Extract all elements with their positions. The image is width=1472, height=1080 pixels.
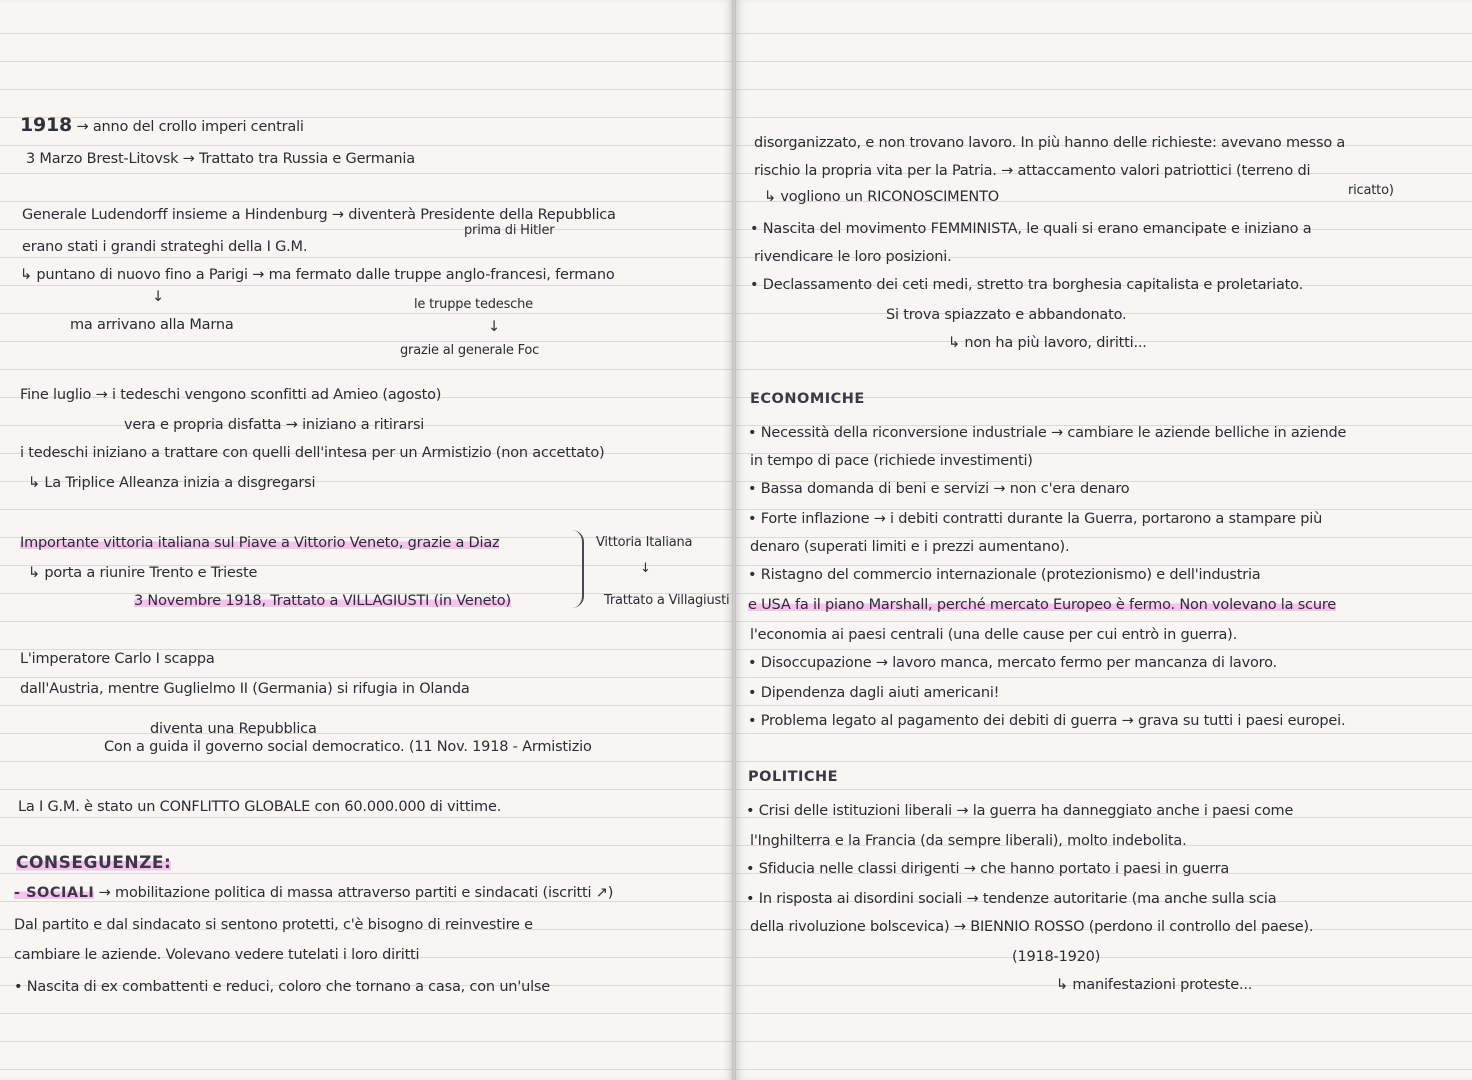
note-line: grazie al generale Foc [400,343,540,358]
note-line: • Problema legato al pagamento dei debiti di guerra → grava su tutti i paesi europei. [748,713,1346,729]
side-note: Vittoria Italiana [596,535,693,550]
note-line: l'Inghilterra e la Francia (da sempre liberali), molto indebolita. [750,833,1187,849]
note-line [20,116,304,136]
note-line: ↳ puntano di nuovo fino a Parigi → ma fermato dalle truppe anglo-francesi, fermano [20,267,615,283]
section-heading: POLITICHE [748,769,839,785]
note-text: → anno del crollo imperi centrali [76,119,304,135]
note-line: ↳ manifestazioni proteste... [1056,977,1253,993]
note-line: • Nascita di ex combattenti e reduci, coloro che tornano a casa, con un'ulse [14,979,550,995]
note-line: Generale Ludendorff insieme a Hindenburg → diventerà Presidente della Repubblica [22,207,616,223]
note-line: ma arrivano alla Marna [70,317,234,333]
note-line: L'imperatore Carlo I scappa [20,651,215,667]
note-line: ↳ La Triplice Alleanza inizia a disgregarsi [28,475,316,491]
note-line: ↳ vogliono un RICONOSCIMENTO [764,189,999,205]
arrow-down-icon: ↓ [640,561,651,576]
note-line: dall'Austria, mentre Guglielmo II (Germania) si rifugia in Olanda [20,681,470,697]
note-line: • Dipendenza dagli aiuti americani! [748,685,1000,701]
note-line: 3 Marzo Brest-Litovsk → Trattato tra Russia e Germania [26,151,415,167]
note-annotation: ricatto) [1348,183,1394,198]
note-line: • Nascita del movimento FEMMINISTA, le quali si erano emancipate e iniziano a [750,221,1312,237]
note-line: Con a guida il governo social democratico. (11 Nov. 1918 - Armistizio [104,739,592,755]
note-line: ↳ porta a riunire Trento e Trieste [28,565,258,581]
section-heading: CONSEGUENZE: [16,853,172,873]
highlighted-text: 3 Novembre 1918, Trattato a VILLAGIUSTI (in Veneto) [134,593,511,609]
note-line: della rivoluzione bolscevica) → BIENNIO ROSSO (perdono il controllo del paese). [750,919,1314,935]
right-page [736,0,1472,1080]
arrow-down-icon: ↓ [152,289,164,305]
note-line: • Forte inflazione → i debiti contratti durante la Guerra, portarono a stampare più [748,511,1323,527]
highlighted-text: Importante vittoria italiana sul Piave a Vittorio Veneto, grazie a Diaz [20,535,500,551]
note-line: • Crisi delle istituzioni liberali → la guerra ha danneggiato anche i paesi come [746,803,1294,819]
note-line: • Disoccupazione → lavoro manca, mercato fermo per mancanza di lavoro. [748,655,1277,671]
brace-icon [572,530,584,608]
note-line [14,884,613,902]
note-line: Si trova spiazzato e abbandonato. [886,307,1127,323]
section-heading: ECONOMICHE [750,391,865,407]
note-line: rivendicare le loro posizioni. [754,249,952,265]
note-line: in tempo di pace (richiede investimenti) [750,453,1033,469]
note-line: i tedeschi iniziano a trattare con quelli dell'intesa per un Armistizio (non accettato) [20,445,605,461]
note-line: le truppe tedesche [414,297,533,312]
note-line: rischio la propria vita per la Patria. → attaccamento valori patriottici (terreno di [754,163,1311,179]
note-line: • Ristagno del commercio internazionale (protezionismo) e dell'industria [748,567,1261,583]
note-line: La I G.M. è stato un CONFLITTO GLOBALE con 60.000.000 di vittime. [18,799,502,815]
note-line: cambiare le aziende. Volevano vedere tutelati i loro diritti [14,947,420,963]
note-text: → mobilitazione politica di massa attraverso partiti e sindacati (iscritti ↗) [98,885,614,901]
note-line [748,596,1336,614]
note-line: l'economia ai paesi centrali (una delle cause per cui entrò in guerra). [750,627,1238,643]
left-page [0,0,732,1080]
section-heading: - SOCIALI [14,885,95,901]
note-line: erano stati i grandi strateghi della I G.M. [22,239,308,255]
note-annotation: prima di Hitler [464,223,555,238]
note-line: • Bassa domanda di beni e servizi → non c'era denaro [748,481,1130,497]
note-line: disorganizzato, e non trovano lavoro. In più hanno delle richieste: avevano messo a [754,135,1346,151]
note-line: • In risposta ai disordini sociali → tendenze autoritarie (ma anche sulla scia [746,891,1277,907]
arrow-down-icon: ↓ [488,319,500,335]
note-line: ↳ non ha più lavoro, diritti... [948,335,1147,351]
note-line: vera e propria disfatta → iniziano a ritirarsi [124,417,425,433]
note-line: • Sfiducia nelle classi dirigenti → che hanno portato i paesi in guerra [746,861,1230,877]
note-line: Dal partito e dal sindacato si sentono protetti, c'è bisogno di reinvestire e [14,917,533,933]
side-note: Trattato a Villagiusti [604,593,730,608]
note-line: Fine luglio → i tedeschi vengono sconfitti ad Amieo (agosto) [20,387,442,403]
highlighted-text: e USA fa il piano Marshall, perché mercato Europeo è fermo. Non volevano la scure [748,597,1336,613]
note-line: diventa una Repubblica [150,721,317,737]
note-line [20,534,499,552]
note-line: denaro (superati limiti e i prezzi aumentano). [750,539,1070,555]
note-line: (1918-1920) [1012,949,1101,965]
note-line: • Necessità della riconversione industriale → cambiare le aziende belliche in aziende [748,425,1347,441]
note-line: • Declassamento dei ceti medi, stretto tra borghesia capitalista e proletariato. [750,277,1303,293]
note-line [134,592,511,610]
year-label: 1918 [20,114,73,136]
